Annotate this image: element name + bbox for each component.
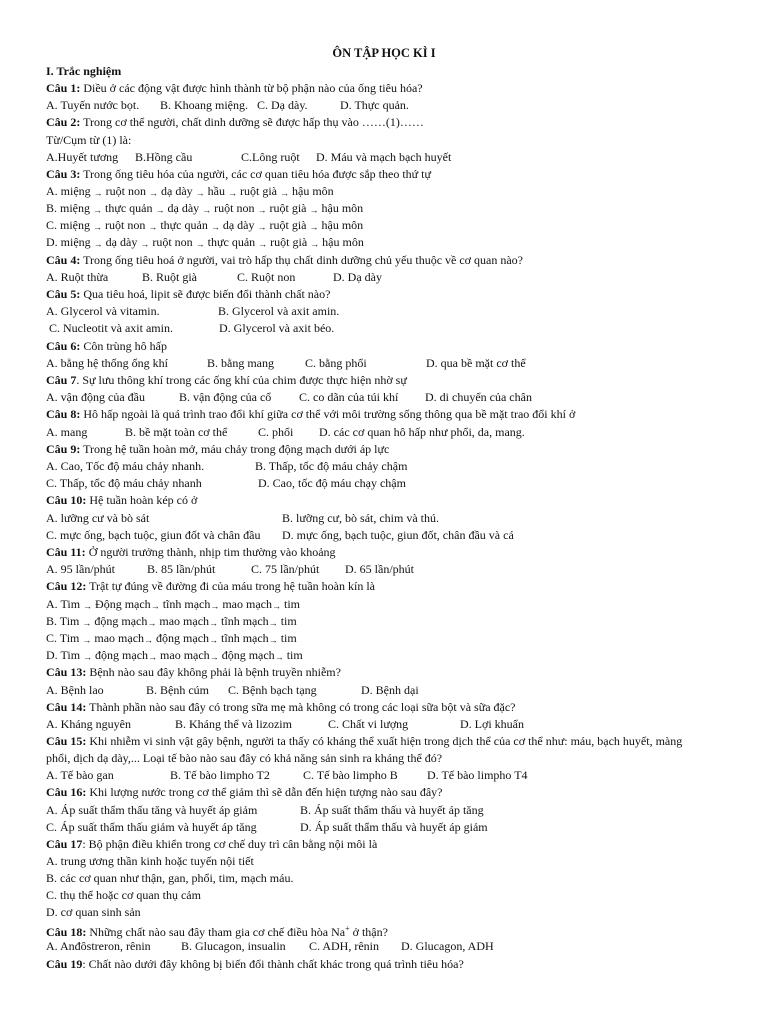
q5-option-c: C. Nucleotit và axit amin.	[49, 321, 173, 335]
arrow-icon: →	[93, 205, 102, 215]
q17-option-c: C. thụ thể hoặc cơ quan thụ cảm	[46, 888, 201, 902]
step: hậu môn	[292, 184, 334, 198]
q17-option-d: D. cơ quan sinh sản	[46, 905, 141, 919]
q7-option-c: C. co dãn của túi khí	[299, 390, 399, 404]
question-text: Ở người trưởng thành, nhịp tim thường vào khoảng	[85, 545, 336, 559]
q2-option-a: A.Huyết tương	[46, 150, 119, 164]
question-8	[46, 407, 575, 421]
step: dạ dày	[105, 235, 138, 249]
step: D. Tim	[46, 648, 81, 662]
q6-option-c: C. bằng phổi	[305, 356, 367, 370]
q13-option-c: C. Bệnh bạch tạng	[228, 683, 317, 697]
q16-option-b: B. Áp suất thẩm thấu và huyết áp tăng	[300, 803, 484, 817]
arrow-icon: →	[202, 205, 212, 215]
arrow-icon: →	[93, 188, 103, 198]
step: động mạch	[156, 631, 210, 645]
arrow-icon: →	[274, 652, 284, 662]
arrow-icon: →	[82, 618, 92, 628]
q12-option-b	[46, 614, 297, 628]
arrow-icon: →	[147, 618, 157, 628]
q5-option-b: B. Glycerol và axit amin.	[218, 304, 340, 318]
arrow-icon: →	[257, 205, 267, 215]
q3-option-a	[46, 184, 334, 198]
q18-option-c: C. ADH, rênin	[309, 939, 379, 953]
step: ruột non	[214, 201, 255, 215]
page-title: ÔN TẬP HỌC KÌ I	[332, 46, 436, 60]
q14-option-a: A. Kháng nguyên	[46, 717, 131, 731]
q18-option-a: A. Anđôstreron, rênin	[46, 939, 151, 953]
q5-option-a: A. Glycerol và vitamin.	[46, 304, 160, 318]
q3-option-b	[46, 201, 363, 215]
question-text: : Bộ phận điều khiển trong cơ chế duy trì cân bằng nội môi là	[82, 837, 378, 851]
question-17	[46, 837, 377, 851]
q11-option-c: C. 75 lần/phút	[251, 562, 320, 576]
question-text: Diều ở các động vật được hình thành từ bộ phận nào của ống tiêu hóa?	[80, 81, 423, 95]
question-label: Câu 11:	[46, 545, 86, 559]
q4-option-b: B. Ruột già	[142, 270, 198, 284]
question-text: Trong hệ tuần hoàn mở, máu chảy trong động mạch dưới áp lực	[80, 442, 390, 456]
step: ruột già	[269, 201, 307, 215]
question-label: Câu 10:	[46, 493, 87, 507]
step: hầu	[207, 184, 225, 198]
question-19	[46, 957, 464, 971]
q11-option-a: A. 95 lần/phút	[46, 562, 115, 576]
q11-option-d: D. 65 lần/phút	[345, 562, 414, 576]
step: A. miệng	[46, 184, 91, 198]
step: tĩnh mạch	[221, 614, 269, 628]
step: dạ dày	[161, 184, 193, 198]
question-1	[46, 81, 423, 95]
q7-option-a: A. vận động của đầu	[46, 390, 145, 404]
q1-option-a: A. Tuyến nước bọt.	[46, 98, 140, 112]
question-label: Câu 3:	[46, 167, 81, 181]
q15-option-b: B. Tế bào limpho T2	[170, 768, 270, 782]
step: mao mạch	[159, 614, 210, 628]
step: tim	[280, 614, 297, 628]
arrow-icon: →	[93, 222, 102, 232]
arrow-icon: →	[140, 239, 150, 249]
question-11	[46, 545, 336, 559]
q13-option-b: B. Bệnh cúm	[146, 683, 209, 697]
question-label: Câu 9:	[46, 442, 81, 456]
arrow-icon: →	[209, 635, 219, 645]
q8-option-d: D. các cơ quan hô hấp như phổi, da, mang.	[319, 425, 525, 439]
arrow-icon: →	[149, 188, 159, 198]
q8-option-a: A. mang	[46, 425, 88, 439]
q13-option-d: D. Bệnh dại	[361, 683, 419, 697]
step: ruột già	[240, 184, 277, 198]
arrow-icon: →	[150, 601, 160, 611]
question-label: Câu 8:	[46, 407, 81, 421]
q15-option-c: C. Tế bào limpho B	[303, 768, 398, 782]
q7-option-b: B. vận động của cổ	[179, 390, 272, 404]
step: thực quản	[207, 235, 256, 249]
q10-option-b: B. lưỡng cư, bò sát, chim và thú.	[282, 511, 440, 525]
step: ruột già	[269, 218, 307, 232]
question-label: Câu 13:	[46, 665, 87, 679]
question-4	[46, 253, 523, 267]
question-label: Câu 4:	[46, 253, 81, 267]
q8-option-b: B. bề mặt toàn cơ thể	[125, 425, 228, 439]
arrow-icon: →	[228, 188, 237, 198]
q15-option-d: D. Tế bào limpho T4	[427, 768, 528, 782]
arrow-icon: →	[155, 205, 165, 215]
question-13	[46, 665, 341, 679]
q12-option-a	[46, 597, 300, 611]
arrow-icon: →	[82, 635, 92, 645]
question-label: Câu 17	[46, 837, 83, 851]
step: hậu môn	[321, 201, 364, 215]
question-text: : Chất nào dưới đây không bị biến đổi thành chất khác trong quá trình tiêu hóa?	[82, 957, 464, 971]
question-16	[46, 785, 443, 799]
q16-option-c: C. Áp suất thẩm thấu giảm và huyết áp tăng	[46, 820, 257, 834]
q9-option-c: C. Thấp, tốc độ máu chảy nhanh	[46, 476, 202, 490]
question-text: Khi nhiễm vi sinh vật gây bệnh, người ta thấy có kháng thể xuất hiện trong dịch thể của cơ thể như: máu, bạch huyết, màng	[86, 734, 683, 748]
question-label: Câu 6:	[46, 339, 81, 353]
q6-option-b: B. bằng mang	[207, 356, 274, 370]
q6-option-d: D. qua bề mặt cơ thể	[426, 356, 526, 370]
question-7	[46, 373, 407, 387]
q12-option-d	[46, 648, 303, 662]
arrow-icon: →	[258, 239, 268, 249]
question-text: . Sự lưu thông khí trong các ống khí của chim được thực hiện nhờ sự	[76, 373, 407, 387]
arrow-icon: →	[309, 222, 319, 232]
question-6	[46, 339, 167, 353]
question-text: Những chất nào sau đây tham gia cơ chế điều hòa Na	[86, 925, 346, 939]
step: mao mạch	[94, 631, 145, 645]
q3-option-c	[46, 218, 363, 232]
q14-option-b: B. Kháng thể và lizozim	[175, 717, 292, 731]
question-text-end: ở thận?	[349, 925, 388, 939]
q9-option-a: A. Cao, Tốc độ máu chảy nhanh.	[46, 459, 205, 473]
question-15	[46, 734, 682, 748]
step: mao mạch	[222, 597, 272, 611]
question-label: Câu 16:	[46, 785, 87, 799]
q3-option-d	[46, 235, 364, 249]
q9-option-b: B. Thấp, tốc độ máu chảy chậm	[255, 459, 408, 473]
q7-option-d: D. di chuyển của chân	[425, 390, 532, 404]
q11-option-b: B. 85 lần/phút	[147, 562, 216, 576]
question-text: Trật tự đúng về đường đi của máu trong hệ tuần hoàn kín là	[86, 579, 375, 593]
arrow-icon: →	[144, 635, 154, 645]
arrow-icon: →	[268, 618, 278, 628]
q1-option-c: C. Dạ dày.	[257, 98, 308, 112]
step: C. miệng	[46, 218, 90, 232]
step: thực quản	[105, 201, 153, 215]
question-text: Hô hấp ngoài là quá trình trao đổi khí giữa cơ thể với môi trường sống thông qua bề mặt trao đổi khí ở	[80, 407, 576, 421]
section-heading: I. Trắc nghiệm	[46, 64, 122, 78]
arrow-icon: →	[209, 618, 219, 628]
step: dạ dày	[167, 201, 200, 215]
question-label: Câu 7	[46, 373, 77, 387]
arrow-icon: →	[257, 222, 267, 232]
arrow-icon: →	[210, 222, 220, 232]
arrow-icon: →	[280, 188, 289, 198]
q2-option-d: D. Máu và mạch bạch huyết	[316, 150, 452, 164]
arrow-icon: →	[210, 601, 220, 611]
question-text: Côn trùng hô hấp	[80, 339, 168, 353]
arrow-icon: →	[195, 239, 205, 249]
step: C. Tim	[46, 631, 80, 645]
arrow-icon: →	[268, 635, 278, 645]
step: ruột già	[270, 235, 308, 249]
step: ruột non	[105, 218, 146, 232]
step: động mạch	[94, 614, 148, 628]
question-10	[46, 493, 197, 507]
question-5	[46, 287, 330, 301]
question-text: Trong ống tiêu hóa của người, các cơ quan tiêu hóa được sắp theo thứ tự	[80, 167, 431, 181]
q18-option-d: D. Glucagon, ADH	[401, 939, 494, 953]
step: hậu môn	[321, 218, 364, 232]
step: thực quản	[160, 218, 208, 232]
question-text: Khi lượng nước trong cơ thể giảm thì sẽ dẫn đến hiện tượng nào sau đây?	[86, 785, 443, 799]
superscript: +	[345, 924, 350, 933]
q2-option-c: C.Lông ruột	[241, 150, 300, 164]
q15-option-a: A. Tế bào gan	[46, 768, 114, 782]
q16-option-d: D. Áp suất thẩm thấu và huyết áp giảm	[300, 820, 488, 834]
arrow-icon: →	[209, 652, 219, 662]
step: B. Tim	[46, 614, 80, 628]
question-14	[46, 700, 516, 714]
question-label: Câu 18:	[46, 925, 87, 939]
step: mao mạch	[160, 648, 210, 662]
arrow-icon: →	[148, 652, 158, 662]
question-text: Trong cơ thể người, chất dinh dưỡng sẽ được hấp thụ vào ……(1)……	[80, 115, 424, 129]
arrow-icon: →	[195, 188, 205, 198]
question-label: Câu 2:	[46, 115, 81, 129]
step: hậu môn	[322, 235, 364, 249]
question-text: Qua tiêu hoá, lipit sẽ được biến đổi thành chất nào?	[80, 287, 331, 301]
step: ruột non	[152, 235, 193, 249]
arrow-icon: →	[83, 601, 93, 611]
step: A. Tim	[46, 597, 81, 611]
q5-option-d: D. Glycerol và axit béo.	[219, 321, 335, 335]
q8-option-c: C. phổi	[258, 425, 294, 439]
question-2	[46, 115, 424, 129]
q6-option-a: A. bằng hệ thống ống khí	[46, 356, 168, 370]
q10-option-d: D. mực ống, bạch tuộc, giun đốt, chân đầu và cá	[282, 528, 514, 542]
question-label: Câu 1:	[46, 81, 81, 95]
step: tĩnh mạch	[221, 631, 269, 645]
q17-option-b: B. các cơ quan như thận, gan, phổi, tim, mạch máu.	[46, 871, 294, 885]
q10-option-a: A. lưỡng cư và bò sát	[46, 511, 150, 525]
arrow-icon: →	[310, 239, 320, 249]
question-label: Câu 15:	[46, 734, 87, 748]
q14-option-d: D. Lợi khuẩn	[460, 717, 525, 731]
question-12	[46, 579, 375, 593]
question-text: Hệ tuần hoàn kép có ở	[86, 493, 198, 507]
step: B. miệng	[46, 201, 90, 215]
arrow-icon: →	[309, 205, 319, 215]
arrow-icon: →	[148, 222, 158, 232]
arrow-icon: →	[93, 239, 103, 249]
q14-option-c: C. Chất vi lượng	[328, 717, 409, 731]
q13-option-a: A. Bệnh lao	[46, 683, 104, 697]
step: Động mạch	[95, 597, 151, 611]
step: tim	[280, 631, 297, 645]
step: ruột non	[105, 184, 147, 198]
arrow-icon: →	[83, 652, 93, 662]
q18-option-b: B. Glucagon, insualin	[181, 939, 286, 953]
step: dạ dày	[222, 218, 255, 232]
q1-option-b: B. Khoang miệng.	[160, 98, 248, 112]
arrow-icon: →	[272, 601, 281, 611]
question-9	[46, 442, 389, 456]
step: tim	[286, 648, 303, 662]
question-text: Bệnh nào sau đây không phải là bệnh truyền nhiễm?	[86, 665, 341, 679]
step: tim	[284, 597, 301, 611]
q4-option-a: A. Ruột thừa	[46, 270, 109, 284]
q17-option-a: A. trung ương thần kinh hoặc tuyến nội tiết	[46, 854, 254, 868]
q4-option-d: D. Dạ dày	[333, 270, 382, 284]
step: D. miệng	[46, 235, 91, 249]
q16-option-a: A. Áp suất thẩm thấu tăng và huyết áp giảm	[46, 803, 258, 817]
question-label: Câu 19	[46, 957, 83, 971]
q4-option-c: C. Ruột non	[237, 270, 296, 284]
question-label: Câu 12:	[46, 579, 87, 593]
question-text: Thành phần nào sau đây có trong sữa mẹ mà không có trong các loại sữa bột và sữa đặc?	[86, 700, 516, 714]
step: tĩnh mạch	[162, 597, 211, 611]
question-15-continued: phổi, dịch dạ dày,... Loại tế bào nào sau đây có khả năng sản sinh ra kháng thể đó?	[46, 751, 443, 765]
question-label: Câu 5:	[46, 287, 81, 301]
step: động mạch	[221, 648, 275, 662]
question-text: Trong ống tiêu hoá ở người, vai trò hấp thụ chất dinh dưỡng chủ yếu thuộc về cơ quan nào?	[80, 253, 523, 267]
q1-option-d: D. Thực quản.	[340, 98, 409, 112]
q2-subtext: Từ/Cụm từ (1) là:	[46, 133, 132, 147]
question-18	[46, 922, 388, 939]
question-3	[46, 167, 431, 181]
q2-option-b: B.Hồng cầu	[135, 150, 193, 164]
q12-option-c	[46, 631, 297, 645]
step: động mạch	[95, 648, 149, 662]
question-label: Câu 14:	[46, 700, 87, 714]
q10-option-c: C. mực ống, bạch tuộc, giun đốt và chân đầu	[46, 528, 261, 542]
q9-option-d: D. Cao, tốc độ máu chạy chậm	[258, 476, 406, 490]
